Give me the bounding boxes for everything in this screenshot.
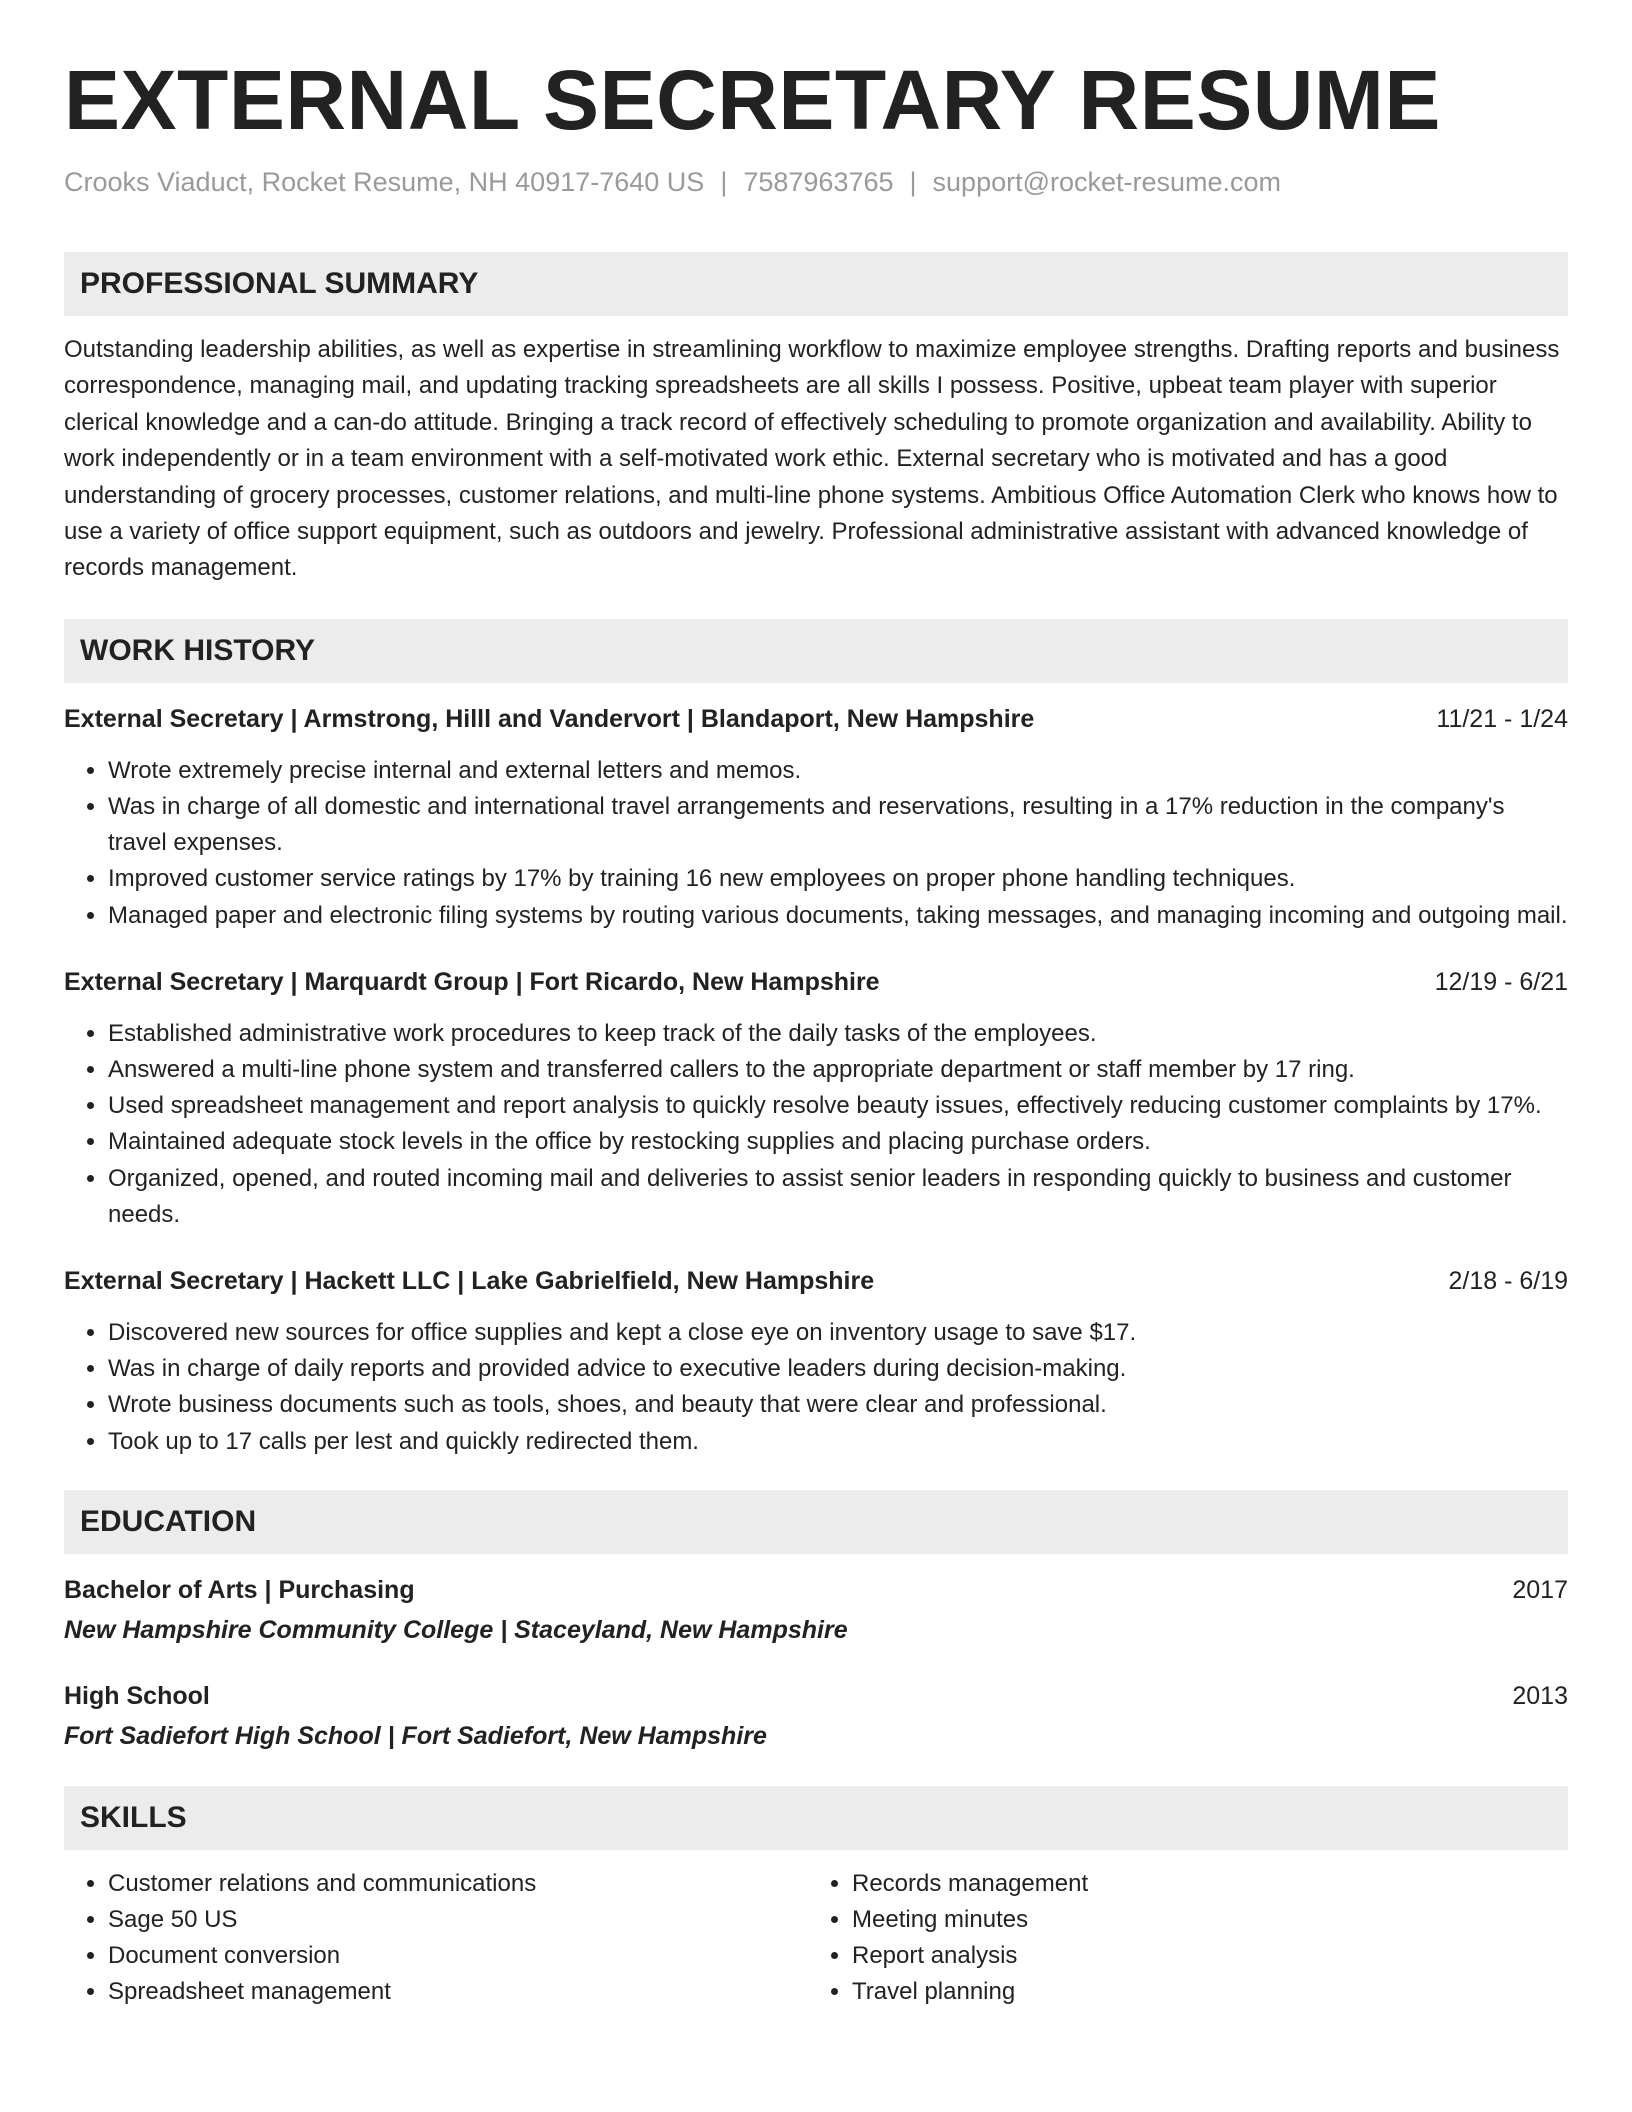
job-bullet: • Was in charge of daily reports and provided advice to executive leaders during decision-making. (108, 1351, 1568, 1387)
job-bullets (64, 1016, 1568, 1233)
skill-item: • Customer relations and communications (108, 1866, 808, 1902)
skill-item: • Records management (852, 1866, 1552, 1902)
job-entry (64, 1263, 1568, 1460)
work-history-section (64, 619, 1568, 1460)
contact-phone: 7587963765 (743, 167, 894, 197)
education-degree: High School (64, 1681, 210, 1710)
job-entry (64, 701, 1568, 934)
job-entry (64, 964, 1568, 1233)
job-title-line: External Secretary | Hackett LLC | Lake Gabrielfield, New Hampshire (64, 1267, 875, 1296)
job-bullets (64, 1315, 1568, 1460)
education-heading: EDUCATION (64, 1490, 1568, 1554)
skill-item: • Meeting minutes (852, 1902, 1552, 1938)
education-entry (64, 1572, 1568, 1648)
job-bullet: • Maintained adequate stock levels in the office by restocking supplies and placing purchase orders. (108, 1124, 1568, 1160)
contact-separator: | (909, 167, 917, 197)
skill-item: • Document conversion (108, 1938, 808, 1974)
job-bullet: • Was in charge of all domestic and international travel arrangements and reservations, resulting in a 17% reduction in the company's travel expenses. (108, 789, 1568, 861)
education-header (64, 1572, 1568, 1608)
skills-list-right (808, 1866, 1552, 2010)
education-entry (64, 1678, 1568, 1754)
job-header (64, 964, 1568, 1000)
skills-section (64, 1786, 1568, 2010)
job-title-line: External Secretary | Armstrong, Hilll and Vandervort | Blandaport, New Hampshire (64, 704, 1035, 733)
skills-heading: SKILLS (64, 1786, 1568, 1850)
summary-text: Outstanding leadership abilities, as well as expertise in streamlining workflow to maximize employee strengths. Drafting reports and business correspondence, managing mail, and updating tracking spreadsheets are all skills I possess. Positive, upbeat team player with superior clerical knowledge and a can-do attitude. Bringing a track record of effectively scheduling to promote organization and availability. Ability to work independently or in a team environment with a self-motivated work ethic. External secretary who is motivated and has a good understanding of grocery processes, customer relations, and multi-line phone systems. Ambitious Office Automation Clerk who knows how to use a variety of office support equipment, such as outdoors and jewelry. Professional administrative assistant with advanced knowledge of records management. (64, 336, 1560, 582)
skill-item: • Spreadsheet management (108, 1974, 808, 2010)
education-school: Fort Sadiefort High School | Fort Sadiefort, New Hampshire (64, 1721, 767, 1750)
resume-title: EXTERNAL SECRETARY RESUME (64, 53, 1441, 147)
job-header (64, 1263, 1568, 1299)
skill-item: • Report analysis (852, 1938, 1552, 1974)
job-bullet: • Improved customer service ratings by 17% by training 16 new employees on proper phone handling techniques. (108, 861, 1568, 897)
education-header (64, 1678, 1568, 1714)
skill-item: • Sage 50 US (108, 1902, 808, 1938)
education-degree: Bachelor of Arts | Purchasing (64, 1575, 415, 1604)
skills-list-left (64, 1866, 808, 2010)
job-bullets (64, 753, 1568, 934)
job-bullet: • Managed paper and electronic filing systems by routing various documents, taking messages, and managing incoming and outgoing mail. (108, 898, 1568, 934)
job-bullet: • Answered a multi-line phone system and transferred callers to the appropriate department or staff member by 17 ring. (108, 1052, 1568, 1088)
education-year: 2017 (1512, 1575, 1568, 1604)
contact-email: support@rocket-resume.com (932, 167, 1282, 197)
job-bullet: • Organized, opened, and routed incoming mail and deliveries to assist senior leaders in responding quickly to business and customer needs. (108, 1161, 1568, 1233)
job-bullet: • Used spreadsheet management and report analysis to quickly resolve beauty issues, effectively reducing customer complaints by 17%. (108, 1088, 1568, 1124)
job-bullet: • Established administrative work procedures to keep track of the daily tasks of the employees. (108, 1016, 1568, 1052)
skills-columns (64, 1866, 1568, 2010)
job-dates: 11/21 - 1/24 (1436, 704, 1568, 733)
contact-separator: | (720, 167, 728, 197)
job-header (64, 701, 1568, 737)
job-bullet: • Wrote extremely precise internal and external letters and memos. (108, 753, 1568, 789)
job-bullet: • Wrote business documents such as tools, shoes, and beauty that were clear and professional. (108, 1387, 1568, 1423)
skill-item: • Travel planning (852, 1974, 1552, 2010)
contact-address: Crooks Viaduct, Rocket Resume, NH 40917-7640 US (64, 167, 705, 197)
job-bullet: • Took up to 17 calls per lest and quickly redirected them. (108, 1424, 1568, 1460)
job-dates: 2/18 - 6/19 (1448, 1267, 1568, 1296)
summary-heading: PROFESSIONAL SUMMARY (64, 252, 1568, 316)
education-year: 2013 (1512, 1681, 1568, 1710)
job-dates: 12/19 - 6/21 (1434, 967, 1568, 996)
job-title-line: External Secretary | Marquardt Group | Fort Ricardo, New Hampshire (64, 967, 880, 996)
resume-page (64, 50, 1568, 2010)
work-history-heading: WORK HISTORY (64, 619, 1568, 683)
summary-section (64, 252, 1568, 587)
job-bullet: • Discovered new sources for office supplies and kept a close eye on inventory usage to save $17. (108, 1315, 1568, 1351)
education-school: New Hampshire Community College | Staceyland, New Hampshire (64, 1615, 848, 1644)
contact-line (64, 164, 1568, 200)
education-section (64, 1490, 1568, 1754)
